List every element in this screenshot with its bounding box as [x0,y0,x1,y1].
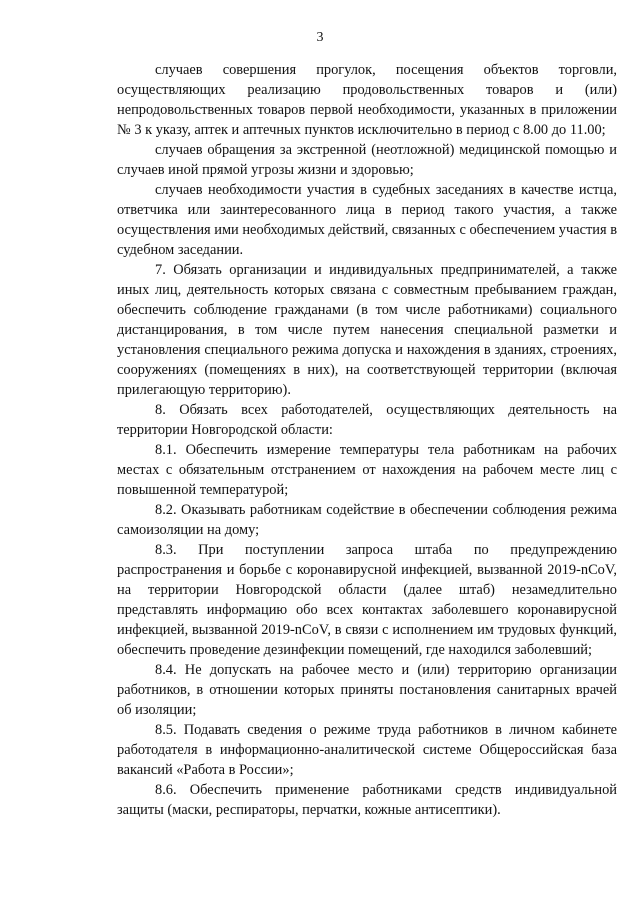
paragraph-item-8-2: 8.2. Оказывать работникам содействие в обеспечении соблюдения режима самоизоляции на дому; [117,502,617,538]
document-body [117,60,617,820]
paragraph-item-8-1: 8.1. Обеспечить измерение температуры тела работникам на рабочих местах с обязательным отстранением от нахождения на рабочем месте лиц с повышенной температурой; [117,442,617,498]
paragraph-item-8-3: 8.3. При поступлении запроса штаба по предупреждению распространения и борьбе с коронавирусной инфекцией, вызванной 2019-nCoV, на территории Новгородской области (далее штаб) незамедлительно представлять информацию обо всех контактах заболевшего коронавирусной инфекцией, вызванной 2019-nCoV, в связи с исполнением им трудовых функций, обеспечить проведение дезинфекции помещений, где находился заболевший; [117,542,617,658]
paragraph-walks-exception: случаев совершения прогулок, посещения объектов торговли, осуществляющих реализацию продовольственных товаров и (или) непродовольственных товаров первой необходимости, указанных в приложении № 3 к указу, аптек и аптечных пунктов исключительно в период с 8.00 до 11.00; [117,62,617,138]
paragraph-item-8: 8. Обязать всех работодателей, осуществляющих деятельность на территории Новгородской области: [117,402,617,438]
paragraph-item-8-6: 8.6. Обеспечить применение работниками средств индивидуальной защиты (маски, респираторы, перчатки, кожные антисептики). [117,782,617,818]
paragraph-item-8-5: 8.5. Подавать сведения о режиме труда работников в личном кабинете работодателя в информационно-аналитической системе Общероссийская база вакансий «Работа в России»; [117,722,617,778]
paragraph-medical-exception: случаев обращения за экстренной (неотложной) медицинской помощью и случаев иной прямой угрозы жизни и здоровью; [117,142,617,178]
page-number: 3 [316,30,324,45]
paragraph-court-exception: случаев необходимости участия в судебных заседаниях в качестве истца, ответчика или заинтересованного лица в период такого участия, а также осуществления ими необходимых действий, связанных с обеспечением участия в судебном заседании. [117,182,617,258]
paragraph-item-7: 7. Обязать организации и индивидуальных предпринимателей, а также иных лиц, деятельность которых связана с совместным пребыванием граждан, обеспечить соблюдение гражданами (в том числе работниками) социального дистанцирования, в том числе путем нанесения специальной разметки и установления специального режима допуска и нахождения в зданиях, строениях, сооружениях (помещениях в них), на соответствующей территории (включая прилегающую территорию). [117,262,617,398]
paragraph-item-8-4: 8.4. Не допускать на рабочее место и (или) территорию организации работников, в отношении которых приняты постановления санитарных врачей об изоляции; [117,662,617,718]
